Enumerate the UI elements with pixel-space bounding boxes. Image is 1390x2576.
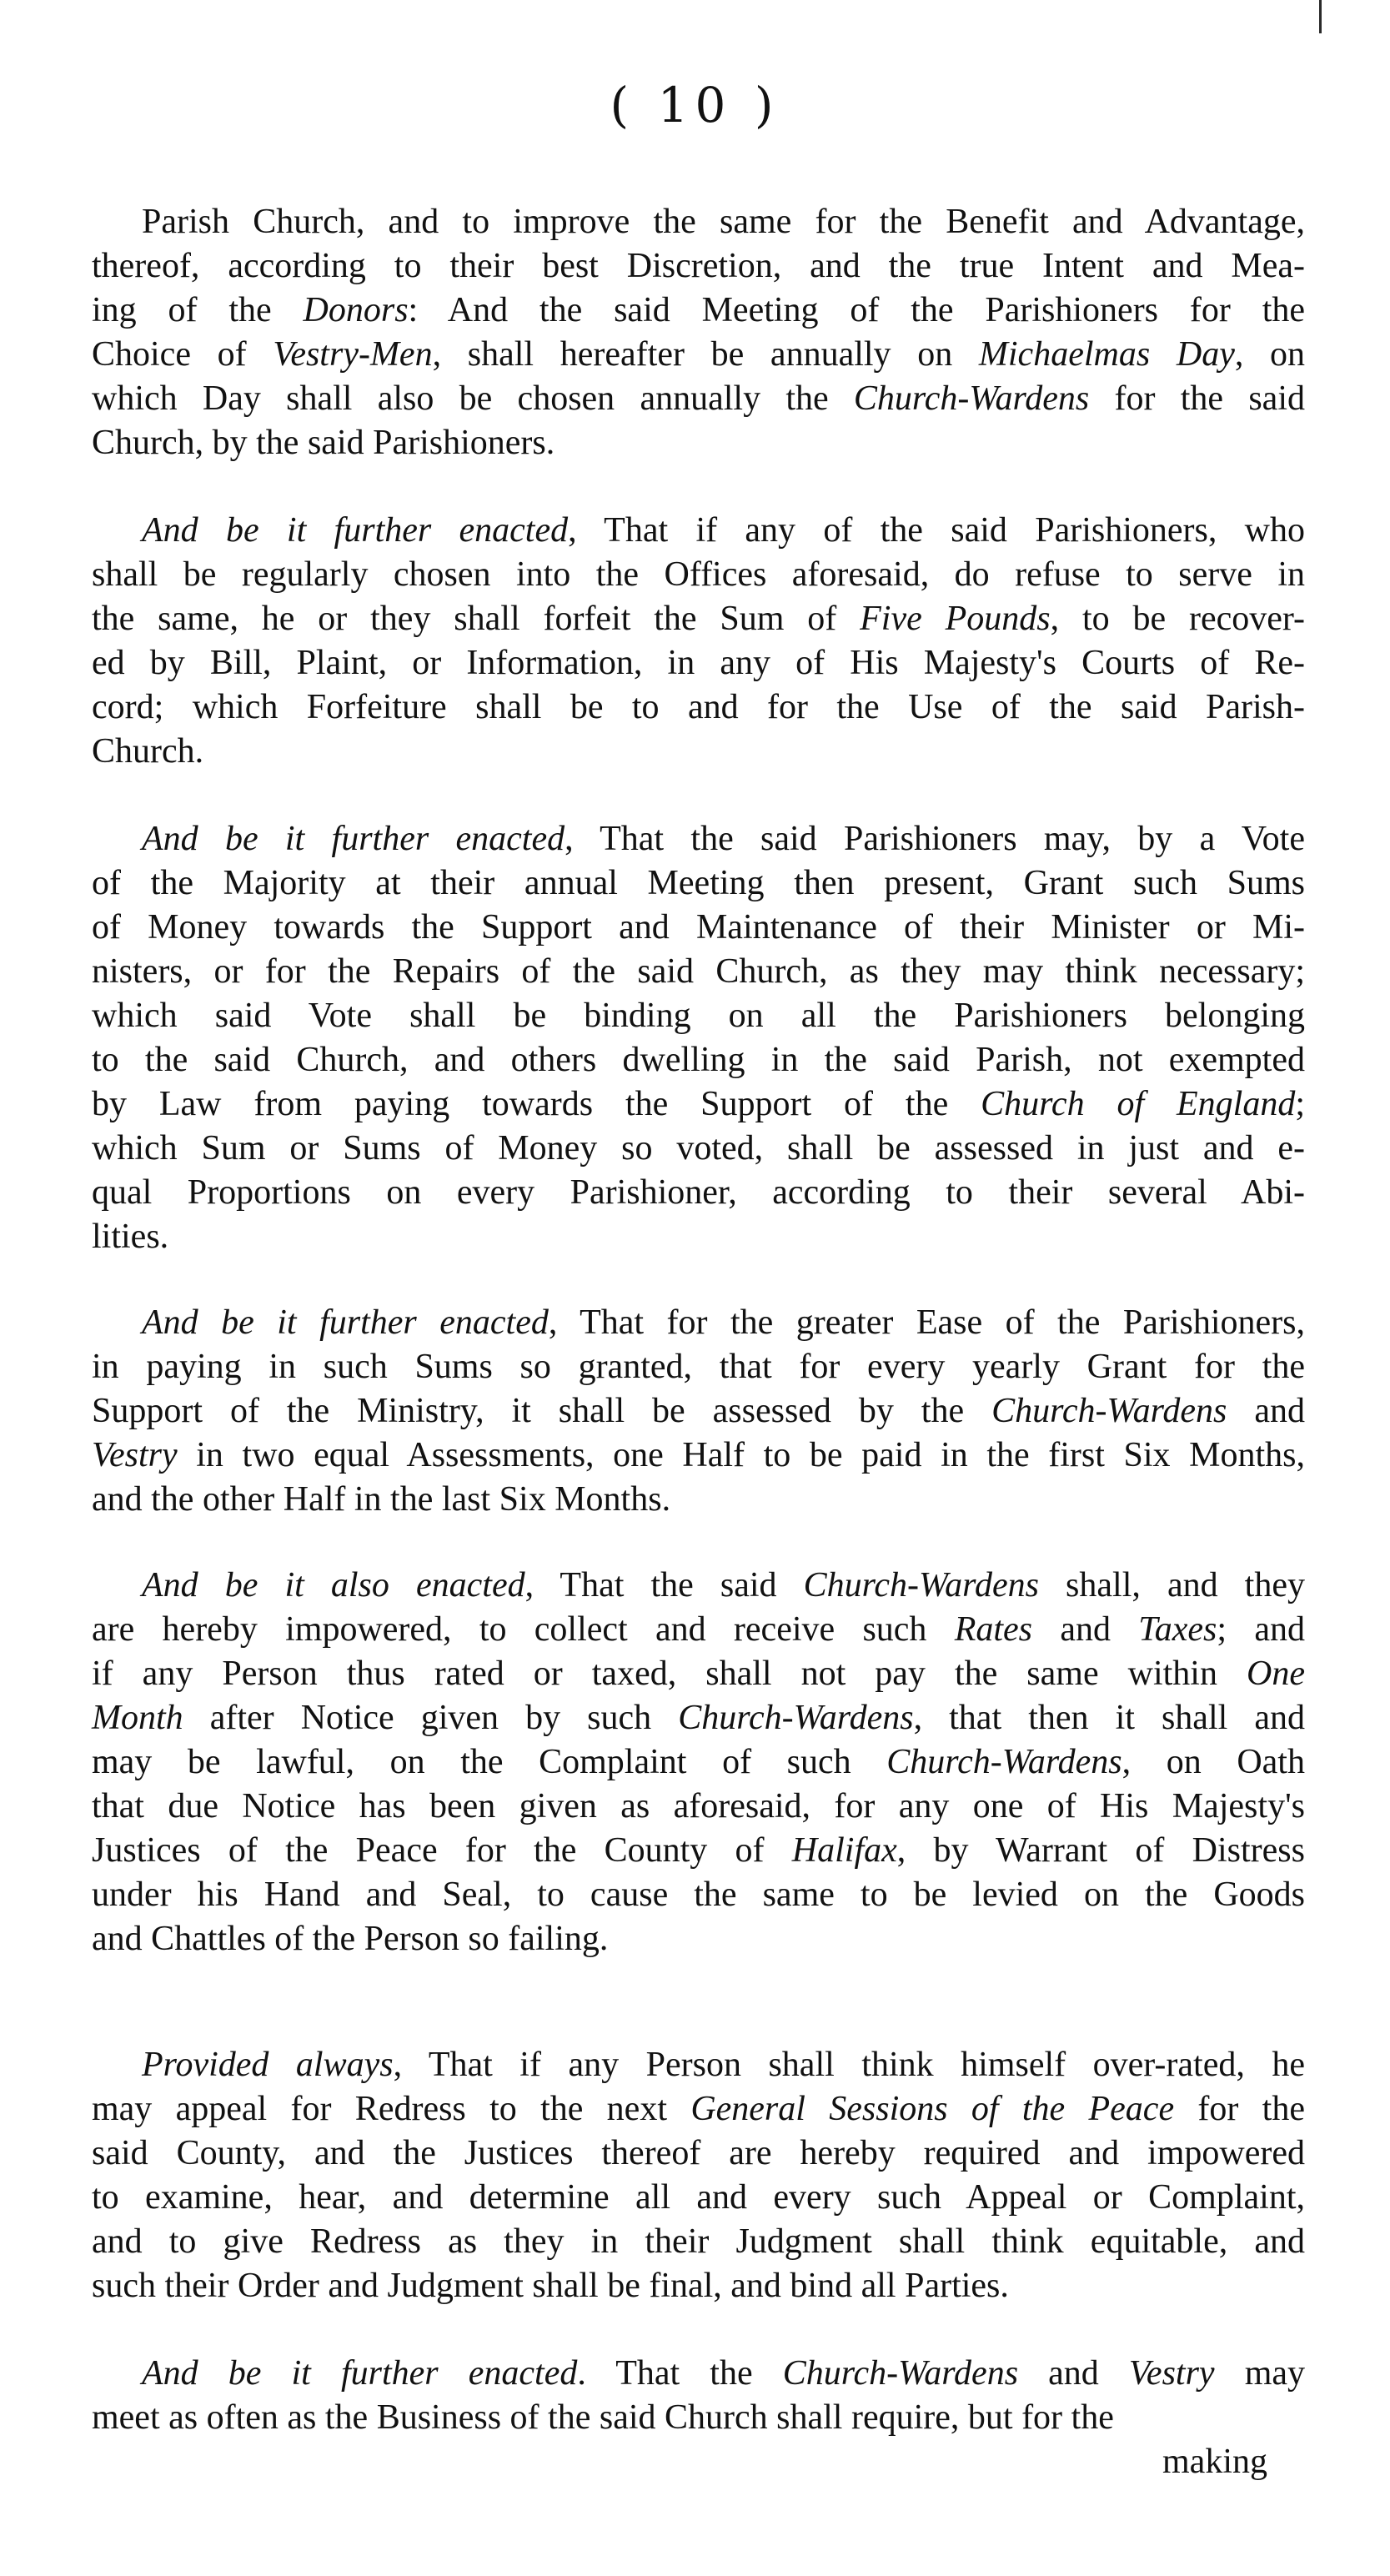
text-line (92, 1873, 1305, 1917)
text-run: And be it further enacted (142, 820, 565, 858)
text-run: to examine, hear, and determine all and every such Appeal or Complaint, (92, 2178, 1305, 2217)
text-run: qual Proportions on every Parishioner, according to their several Abi- (92, 1173, 1305, 1212)
text-run: ed by Bill, Plaint, or Information, in any of His Majesty's Courts of Re- (92, 644, 1305, 682)
text-line (92, 1829, 1305, 1873)
text-run: . That the (577, 2354, 783, 2393)
text-line (92, 1038, 1305, 1082)
text-line (92, 2132, 1305, 2176)
text-run: Justices of the Peace for the County of (92, 1831, 792, 1870)
text-run: And be it further enacted (142, 2354, 578, 2393)
text-run: the same, he or they shall forfeit the Sum of (92, 600, 861, 638)
text-run: are hereby impowered, to collect and receive such (92, 1610, 955, 1649)
text-run: and (1032, 1610, 1139, 1649)
text-line (92, 1171, 1305, 1215)
paragraph-7 (92, 2352, 1305, 2484)
text-run: may appeal for Redress to the next (92, 2090, 691, 2128)
text-run: which Day shall also be chosen annually the (92, 379, 854, 418)
text-run: under his Hand and Seal, to cause the same to be levied on the Goods (92, 1876, 1305, 1914)
text-run: thereof, according to their best Discretion, and the true Intent and Mea- (92, 247, 1305, 285)
page-edge-line (1319, 0, 1322, 33)
text-run: , to be recover- (1050, 600, 1306, 638)
text-line (92, 1389, 1305, 1434)
text-run: Church of England (981, 1085, 1296, 1123)
text-line (92, 2043, 1305, 2087)
text-run: said County, and the Justices thereof are hereby required and impowered (92, 2134, 1305, 2172)
page-number: ( 10 ) (610, 77, 780, 133)
text-line (92, 1127, 1305, 1171)
text-run: shall, and they (1038, 1566, 1305, 1604)
text-run: , shall hereafter be annually on (432, 335, 979, 374)
text-line (92, 597, 1305, 641)
text-run: cord; which Forfeiture shall be to and for the Use of the said Parish- (92, 688, 1305, 726)
text-line (92, 2396, 1305, 2440)
text-run: , that then it shall and (913, 1699, 1305, 1737)
text-run: lities. (92, 1218, 169, 1256)
text-run: Church-Wardens (886, 1743, 1122, 1781)
text-run: Month (92, 1699, 183, 1737)
text-run: of the Majority at their annual Meeting then present, Grant such Sums (92, 864, 1305, 902)
text-run: which said Vote shall be binding on all the Parishioners belonging (92, 997, 1305, 1035)
text-run: And be it further enacted (142, 511, 569, 550)
text-line (92, 333, 1305, 377)
paragraph-6 (92, 2043, 1305, 2308)
text-line (92, 421, 1305, 465)
text-run: One (1247, 1655, 1305, 1693)
text-run: Support of the Ministry, it shall be assessed by the (92, 1392, 992, 1430)
text-line (92, 1652, 1305, 1696)
text-run: for the said (1089, 379, 1305, 418)
text-run: to the said Church, and others dwelling in the said Parish, not exempted (92, 1041, 1305, 1079)
text-run: after Notice given by such (183, 1699, 679, 1737)
text-run: Church-Wardens (991, 1392, 1227, 1430)
text-line (92, 2264, 1305, 2308)
catchword: making (1162, 2443, 1267, 2481)
text-run: in paying in such Sums so granted, that for every yearly Grant for the (92, 1348, 1305, 1386)
text-run: for the (1174, 2090, 1305, 2128)
text-line (92, 817, 1305, 861)
text-run: Church-Wardens (782, 2354, 1019, 2393)
text-line (92, 1785, 1305, 1829)
text-run: of Money towards the Support and Maintenance of their Minister or Mi- (92, 908, 1305, 947)
text-line (92, 950, 1305, 994)
text-run: such their Order and Judgment shall be final, and bind all Parties. (92, 2267, 1009, 2305)
text-run: , That the said (524, 1566, 804, 1604)
text-run: : And the said Meeting of the Parishioners for the (408, 291, 1305, 329)
text-run: , on (1234, 335, 1306, 374)
text-line (92, 1434, 1305, 1478)
text-line (92, 1564, 1305, 1608)
text-line (92, 244, 1305, 289)
text-run: nisters, or for the Repairs of the said Church, as they may think necessary; (92, 952, 1305, 991)
text-run: Donors (303, 291, 409, 329)
text-run: which Sum or Sums of Money so voted, shall be assessed in just and e- (92, 1129, 1305, 1167)
text-run: Church. (92, 732, 204, 771)
text-run: And be it also enacted (142, 1566, 525, 1604)
text-line (92, 1608, 1305, 1652)
text-run: Rates (954, 1610, 1033, 1649)
text-run: Choice of (92, 335, 273, 374)
text-line (92, 1301, 1305, 1345)
text-run: And be it further enacted (142, 1303, 549, 1342)
text-line (92, 641, 1305, 685)
text-run: Five Pounds (860, 600, 1051, 638)
text-line (92, 994, 1305, 1038)
text-run: Church-Wardens (678, 1699, 914, 1737)
paragraph-4 (92, 1301, 1305, 1522)
text-line (92, 2176, 1305, 2220)
text-run: Vestry (1128, 2354, 1215, 2393)
text-run: Church-Wardens (853, 379, 1090, 418)
text-line (92, 1345, 1305, 1389)
text-line (92, 553, 1305, 597)
text-line (92, 289, 1305, 333)
text-line (92, 377, 1305, 421)
text-run: , That if any Person shall think himself over-rated, he (393, 2046, 1305, 2084)
text-line (92, 1478, 1305, 1522)
text-run: shall be regularly chosen into the Offices aforesaid, do refuse to serve in (92, 555, 1305, 594)
text-run: Parish Church, and to improve the same for the Benefit and Advantage, (142, 203, 1305, 241)
text-run: Church-Wardens (803, 1566, 1039, 1604)
text-run: by Law from paying towards the Support of the (92, 1085, 981, 1123)
text-run: meet as often as the Business of the said Church shall require, but for the (92, 2398, 1114, 2437)
text-line (92, 861, 1305, 906)
text-run: and the other Half in the last Six Months. (92, 1480, 671, 1519)
paragraph-5 (92, 1564, 1305, 1961)
text-run: that due Notice has been given as aforesaid, for any one of His Majesty's (92, 1787, 1305, 1825)
text-run: ing of the (92, 291, 304, 329)
text-run: Halifax (791, 1831, 897, 1870)
text-line (92, 1696, 1305, 1740)
text-line (92, 1740, 1305, 1785)
text-run: Church, by the said Parishioners. (92, 424, 555, 462)
text-run: , by Warrant of Distress (896, 1831, 1305, 1870)
text-line (92, 200, 1305, 244)
text-line (92, 730, 1305, 774)
text-line (92, 2352, 1305, 2396)
text-line (92, 1215, 1305, 1259)
text-run: , That the said Parishioners may, by a Vote (565, 820, 1305, 858)
text-run: Vestry (92, 1436, 178, 1474)
text-run: and (1018, 2354, 1129, 2393)
text-run: , on Oath (1122, 1743, 1305, 1781)
text-line (92, 2087, 1305, 2132)
text-run: Taxes (1138, 1610, 1217, 1649)
text-run: in two equal Assessments, one Half to be paid in the first Six Months, (177, 1436, 1305, 1474)
text-run: may be lawful, on the Complaint of such (92, 1743, 887, 1781)
text-run: , That if any of the said Parishioners, who (568, 511, 1305, 550)
text-run: and to give Redress as they in their Judgment shall think equitable, and (92, 2222, 1305, 2261)
text-line (92, 509, 1305, 553)
paragraph-1 (92, 200, 1305, 465)
text-line (92, 1082, 1305, 1127)
text-run: ; and (1217, 1610, 1305, 1649)
paragraph-2 (92, 509, 1305, 774)
text-run: General Sessions of the Peace (690, 2090, 1175, 2128)
text-run: and Chattles of the Person so failing. (92, 1920, 609, 1958)
text-line (92, 685, 1305, 730)
text-line (92, 1917, 1305, 1961)
text-run: may (1214, 2354, 1305, 2393)
text-line (92, 906, 1305, 950)
text-run: Michaelmas Day (978, 335, 1235, 374)
text-run: , That for the greater Ease of the Parishioners, (548, 1303, 1305, 1342)
text-line (92, 2220, 1305, 2264)
text-run: and (1227, 1392, 1305, 1430)
paragraph-3 (92, 817, 1305, 1259)
text-run: ; (1295, 1085, 1305, 1123)
text-run: Provided always (142, 2046, 394, 2084)
text-run: Vestry-Men (273, 335, 433, 374)
text-run: if any Person thus rated or taxed, shall not pay the same within (92, 1655, 1247, 1693)
